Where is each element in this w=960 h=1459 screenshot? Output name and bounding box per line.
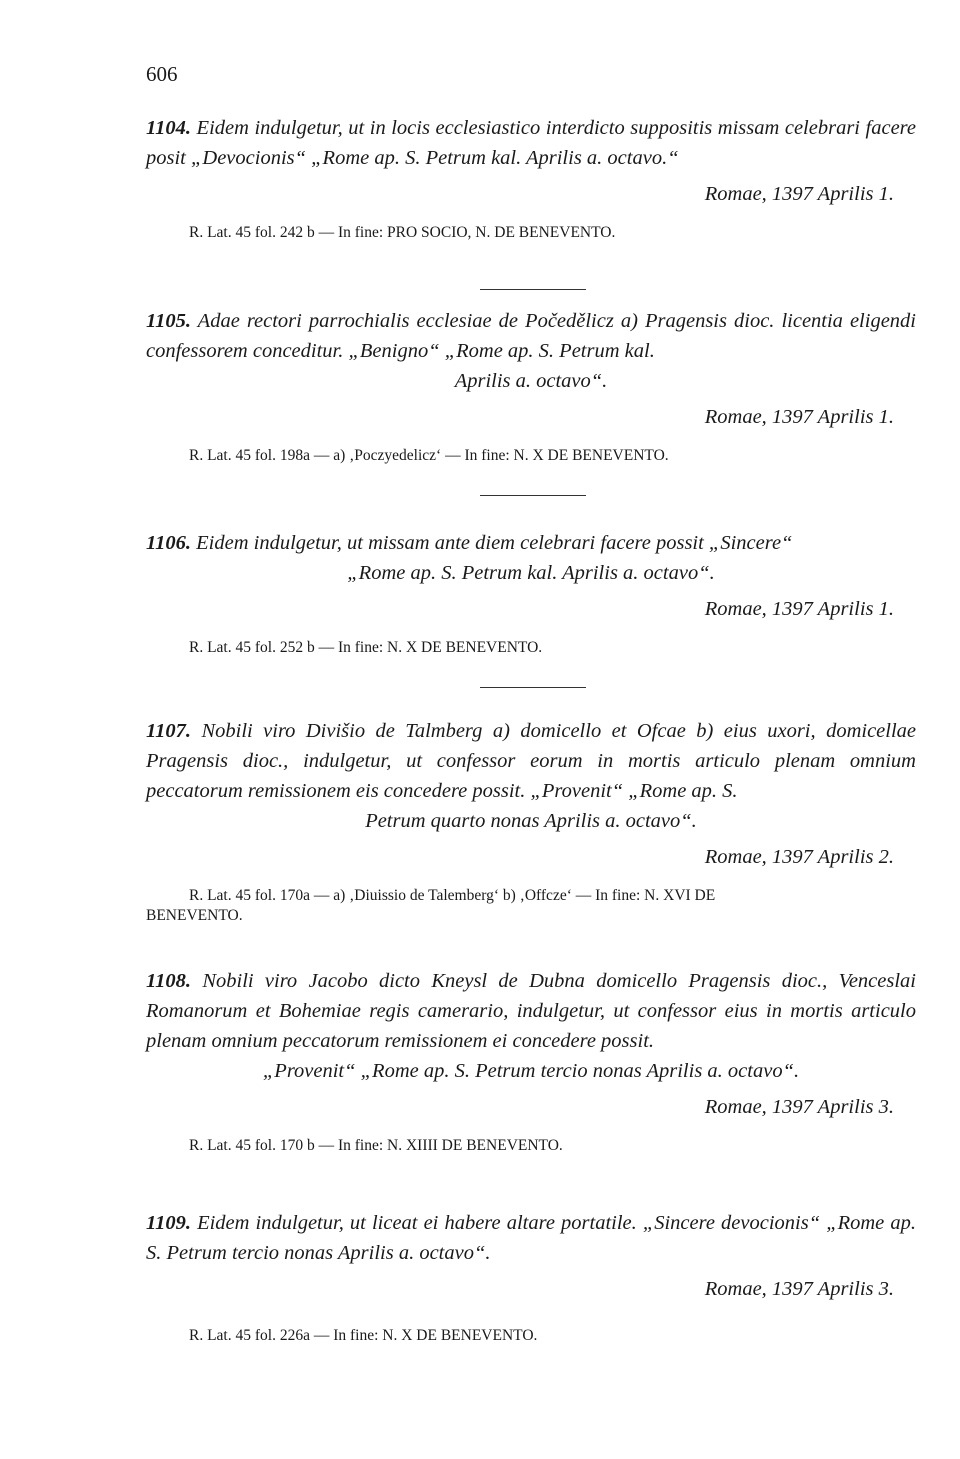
entry-body: Eidem indulgetur, ut liceat ei habere altare portatile. „Sincere devocionis“ „Rome ap. S. Petrum tercio nonas Aprilis a. octavo“.	[146, 1212, 916, 1264]
entry-source: R. Lat. 45 fol. 226a — In fine: N. X DE BENEVENTO.	[189, 1327, 538, 1344]
entry-text	[146, 306, 916, 396]
entry-date: Romae, 1397 Aprilis 2.	[704, 846, 894, 868]
entry-centered-line: Petrum quarto nonas Aprilis a. octavo“.	[365, 810, 697, 832]
entry-body: Nobili viro Jacobo dicto Kneysl de Dubna domicello Pragensis dioc., Venceslai Romanorum et Bohemiae regis camerario, indulgetur, ut confessor eius in mortis articulo plenam omnium peccatorum remissionem ei concedere possit.	[146, 970, 916, 1052]
entry-body: Nobili viro Divišio de Talmberg a) domicello et Ofcae b) eius uxori, domicellae Pragensis dioc., indulgetur, ut confessor eorum in mortis articulo plenam omnium peccatorum remissionem eis concedere possit. „Provenit“ „Rome ap. S.	[146, 720, 917, 802]
entry-date: Romae, 1397 Aprilis 1.	[704, 406, 894, 428]
entry-source	[146, 886, 916, 926]
separator-rule	[480, 289, 586, 290]
entry-1108	[146, 966, 916, 1156]
entry-source: R. Lat. 45 fol. 242 b — In fine: PRO SOCIO, N. DE BENEVENTO.	[189, 224, 616, 241]
entry-1104	[146, 113, 916, 243]
entry-number: 1108.	[146, 970, 191, 992]
entry-1109	[146, 1208, 916, 1346]
entry-number: 1109.	[146, 1212, 191, 1234]
entry-text	[146, 1208, 916, 1268]
separator-rule	[480, 495, 586, 496]
entry-centered-line: Aprilis a. octavo“.	[454, 370, 608, 392]
entry-centered-line: „Rome ap. S. Petrum kal. Aprilis a. octavo“.	[347, 562, 715, 584]
entry-1106	[146, 528, 916, 658]
entry-number: 1105.	[146, 310, 191, 332]
entry-centered-line: „Provenit“ „Rome ap. S. Petrum tercio nonas Aprilis a. octavo“.	[262, 1060, 800, 1082]
entry-number: 1107.	[146, 720, 191, 742]
entry-text	[146, 528, 916, 588]
entry-1107	[146, 716, 916, 926]
page-number: 606	[146, 62, 178, 86]
entry-source: R. Lat. 45 fol. 170 b — In fine: N. XIIII DE BENEVENTO.	[189, 1137, 563, 1154]
separator-rule	[480, 687, 586, 688]
entry-date: Romae, 1397 Aprilis 3.	[704, 1278, 894, 1300]
entry-body: Adae rectori parrochialis ecclesiae de Počedělicz a) Pragensis dioc. licentia eligendi confessorem conceditur. „Benigno“ „Rome ap. S. Petrum kal.	[146, 310, 916, 362]
entry-source: R. Lat. 45 fol. 252 b — In fine: N. X DE BENEVENTO.	[189, 639, 543, 656]
entry-source-line: R. Lat. 45 fol. 170a — a) ‚Diuissio de Talemberg‘ b) ‚Offcze‘ — In fine: N. XVI DE	[189, 887, 716, 904]
entry-1105	[146, 306, 916, 466]
entry-source-continuation: BENEVENTO.	[146, 907, 243, 924]
entry-text	[146, 716, 916, 836]
entry-source: R. Lat. 45 fol. 198a — a) ‚Poczyedelicz‘ — In fine: N. X DE BENEVENTO.	[189, 447, 669, 464]
entry-date: Romae, 1397 Aprilis 1.	[704, 183, 894, 205]
entry-body: Eidem indulgetur, ut missam ante diem celebrari facere possit „Sincere“	[196, 532, 793, 554]
entry-date: Romae, 1397 Aprilis 3.	[704, 1096, 894, 1118]
entry-text	[146, 966, 916, 1086]
entry-body: Eidem indulgetur, ut in locis ecclesiastico interdicto suppositis missam celebrari facere posit „Devocionis“ „Rome ap. S. Petrum kal. Aprilis a. octavo.“	[146, 117, 917, 169]
entry-text	[146, 113, 916, 173]
entry-date: Romae, 1397 Aprilis 1.	[704, 598, 894, 620]
entry-number: 1106.	[146, 532, 191, 554]
entry-number: 1104.	[146, 117, 191, 139]
